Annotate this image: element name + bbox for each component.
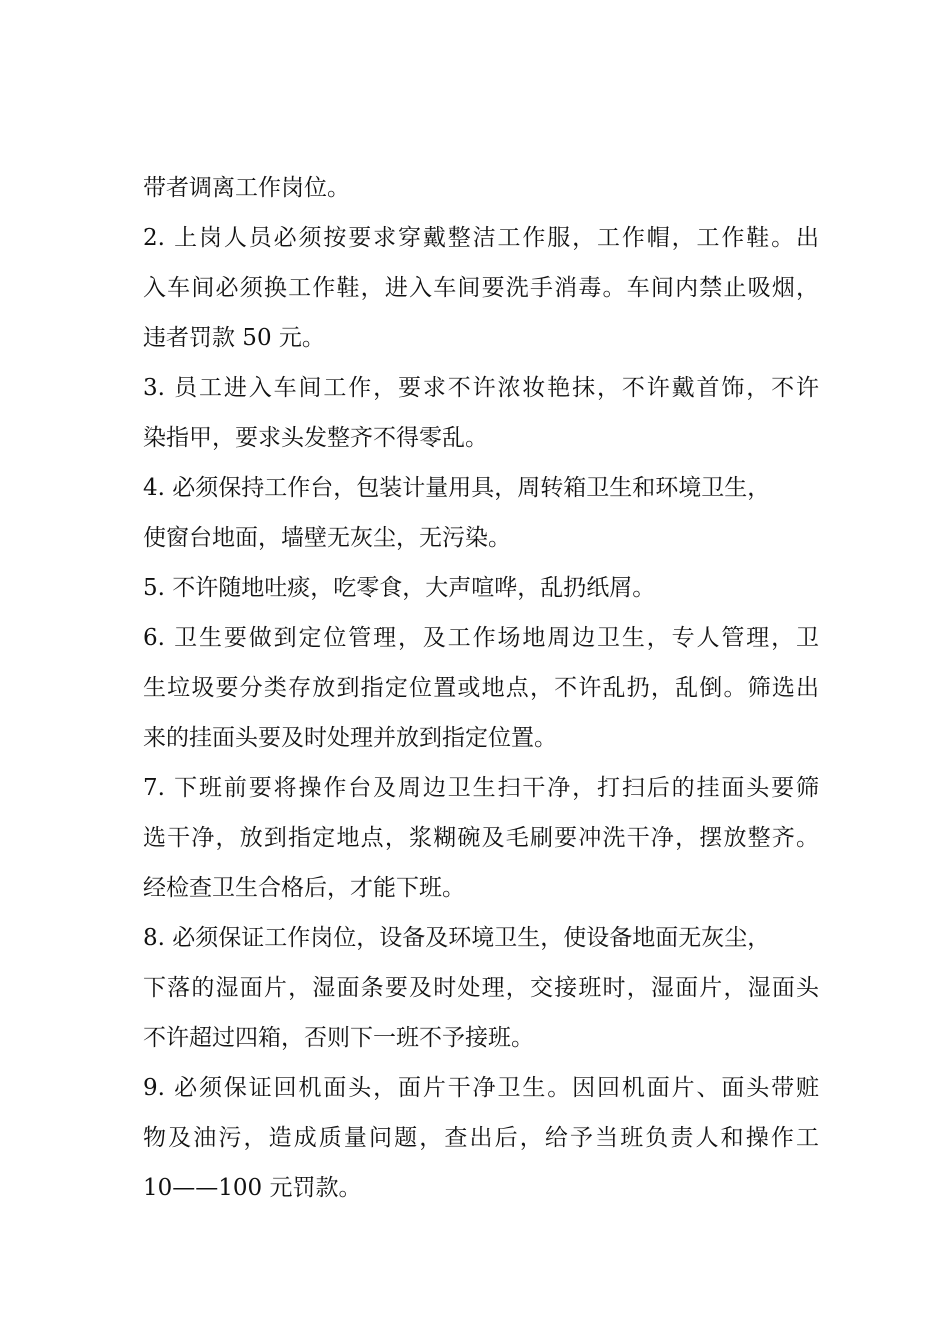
text-line-14: 选干净，放到指定地点，浆糊碗及毛刷要冲洗干净，摆放整齐。 [143, 825, 819, 851]
text-line-9: 5. 不许随地吐痰，吃零食，大声喧哗，乱扔纸屑。 [143, 575, 656, 601]
text-line-21: 10——100 元罚款。 [143, 1175, 362, 1201]
text-line-5: 3. 员工进入车间工作，要求不许浓妆艳抹，不许戴首饰，不许 [143, 375, 819, 401]
text-line-17: 下落的湿面片，湿面条要及时处理，交接班时，湿面片，湿面头 [143, 975, 819, 1001]
text-line-15: 经检查卫生合格后，才能下班。 [143, 875, 465, 901]
text-line-16: 8. 必须保证工作岗位，设备及环境卫生，使设备地面无灰尘， [143, 925, 771, 951]
text-line-13: 7. 下班前要将操作台及周边卫生扫干净，打扫后的挂面头要筛 [143, 775, 819, 801]
text-line-12: 来的挂面头要及时处理并放到指定位置。 [143, 725, 557, 751]
text-line-10: 6. 卫生要做到定位管理，及工作场地周边卫生，专人管理，卫 [143, 625, 819, 651]
text-line-20: 物及油污，造成质量问题，查出后，给予当班负责人和操作工 [143, 1125, 819, 1151]
text-line-4: 违者罚款 50 元。 [143, 325, 325, 351]
text-line-3: 入车间必须换工作鞋，进入车间要洗手消毒。车间内禁止吸烟， [143, 275, 819, 301]
text-line-6: 染指甲，要求头发整齐不得零乱。 [143, 425, 488, 451]
text-line-19: 9. 必须保证回机面头，面片干净卫生。因回机面片、面头带赃 [143, 1075, 819, 1101]
text-line-2: 2. 上岗人员必须按要求穿戴整洁工作服，工作帽，工作鞋。出 [143, 225, 819, 251]
text-line-11: 生垃圾要分类存放到指定位置或地点，不许乱扔，乱倒。筛选出 [143, 675, 819, 701]
text-line-8: 使窗台地面，墙壁无灰尘，无污染。 [143, 525, 511, 551]
text-line-7: 4. 必须保持工作台，包装计量用具，周转箱卫生和环境卫生， [143, 475, 771, 501]
text-line-18: 不许超过四箱，否则下一班不予接班。 [143, 1025, 534, 1051]
text-line-1: 带者调离工作岗位。 [143, 175, 350, 201]
document-body [143, 163, 819, 1213]
